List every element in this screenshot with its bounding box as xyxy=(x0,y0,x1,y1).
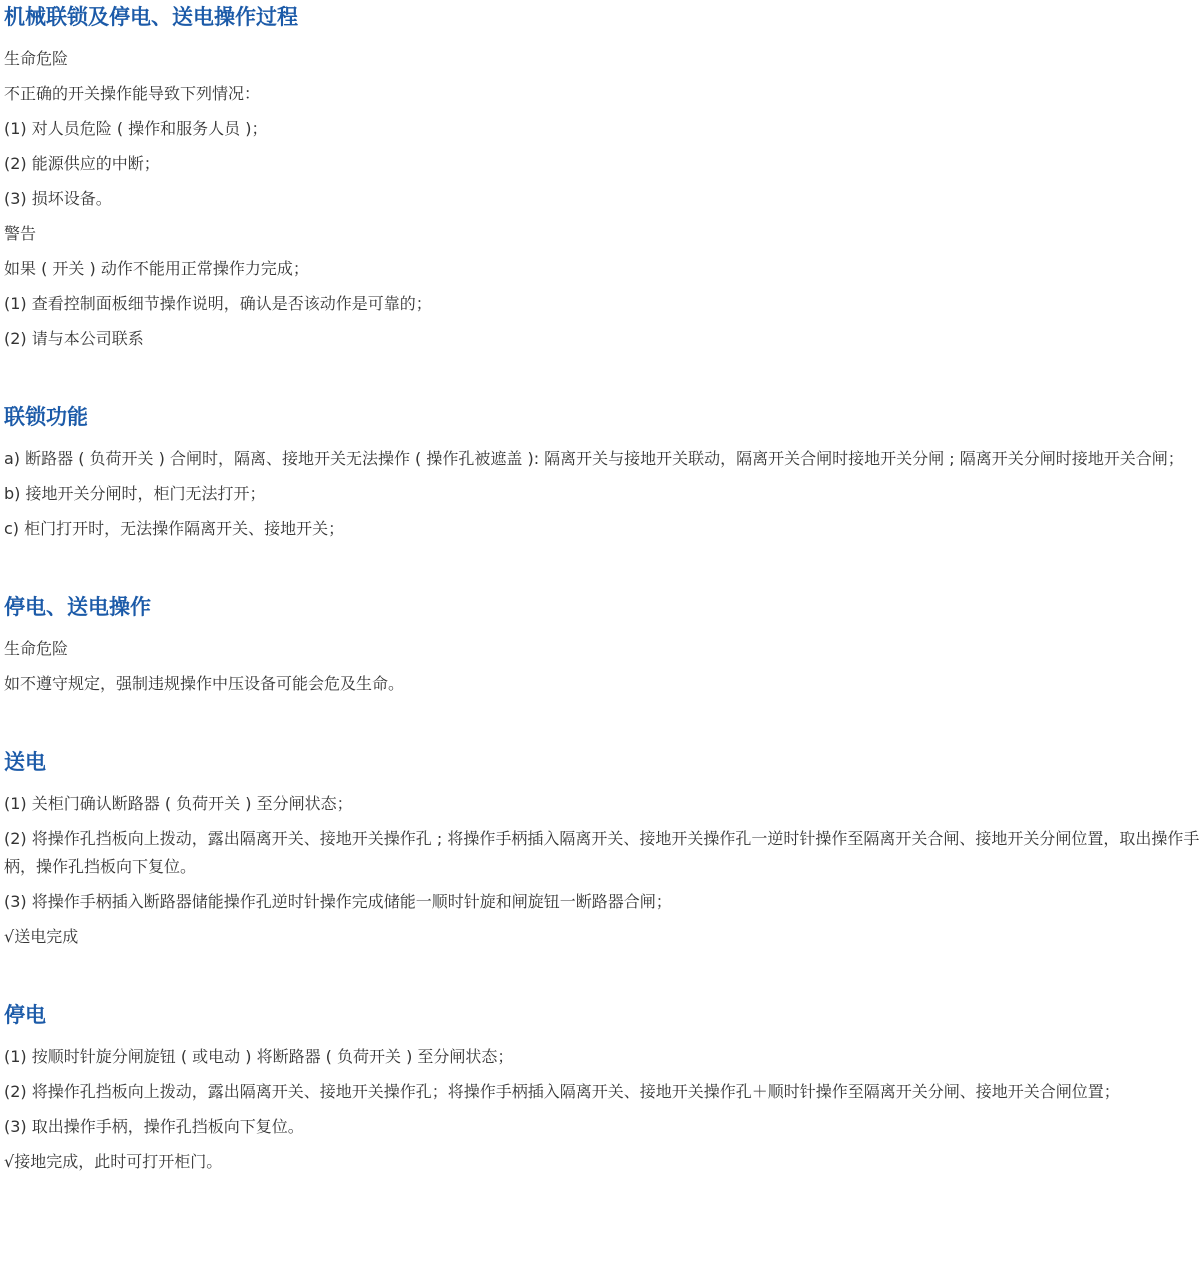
paragraph: (1) 关柜门确认断路器 ( 负荷开关 ) 至分闸状态； xyxy=(4,794,353,813)
paragraph: (3) 取出操作手柄，操作孔挡板向下复位。 xyxy=(4,1117,304,1136)
paragraph: c) 柜门打开时，无法操作隔离开关、接地开关； xyxy=(4,519,345,538)
paragraph: (2) 能源供应的中断； xyxy=(4,154,160,173)
section-heading: 停电、送电操作 xyxy=(4,595,151,619)
paragraph: (2) 将操作孔挡板向上拨动，露出隔离开关、接地开关操作孔；将操作手柄插入隔离开关、接地开关操作孔＋顺时针操作至隔离开关分闸、接地开关合闸位置； xyxy=(4,1082,1120,1101)
section-power-off xyxy=(4,1000,1200,1176)
paragraph: (2) 将操作孔挡板向上拨动，露出隔离开关、接地开关操作孔 ; 将操作手柄插入隔离开关、接地开关操作孔一逆时针操作至隔离开关合闸、接地开关分闸位置，取出操作手柄，操作孔挡板向下复位。 xyxy=(4,829,1200,876)
paragraph: √接地完成，此时可打开柜门。 xyxy=(4,1152,223,1171)
section-heading: 停电 xyxy=(4,1003,46,1027)
paragraph: 生命危险 xyxy=(4,49,69,68)
section-heading: 送电 xyxy=(4,750,46,774)
paragraph: (1) 对人员危险 ( 操作和服务人员 )； xyxy=(4,119,268,138)
paragraph: 如不遵守规定，强制违规操作中压设备可能会危及生命。 xyxy=(4,674,405,693)
paragraph: (1) 查看控制面板细节操作说明，确认是否该动作是可靠的； xyxy=(4,294,432,313)
paragraph: 不正确的开关操作能导致下列情况： xyxy=(4,84,261,103)
paragraph: (3) 损坏设备。 xyxy=(4,189,112,208)
paragraph: a) 断路器 ( 负荷开关 ) 合闸时，隔离、接地开关无法操作 ( 操作孔被遮盖 ): 隔离开关与接地开关联动，隔离开关合闸时接地开关分闸 ; 隔离开关分闸时接地开关合闸； xyxy=(4,449,1184,468)
paragraph: (3) 将操作手柄插入断路器储能操作孔逆时针操作完成储能一顺时针旋和闸旋钮一断路器合闸； xyxy=(4,892,672,911)
paragraph: (1) 按顺时针旋分闸旋钮 ( 或电动 ) 将断路器 ( 负荷开关 ) 至分闸状态； xyxy=(4,1047,514,1066)
paragraph: b) 接地开关分闸时，柜门无法打开； xyxy=(4,484,266,503)
section-heading: 机械联锁及停电、送电操作过程 xyxy=(4,5,298,29)
section-mechanical-interlock xyxy=(4,0,1200,353)
paragraph: (2) 请与本公司联系 xyxy=(4,329,144,348)
section-heading: 联锁功能 xyxy=(4,405,88,429)
section-power-operations xyxy=(4,592,1200,698)
paragraph: √送电完成 xyxy=(4,927,79,946)
paragraph: 警告 xyxy=(4,224,37,243)
paragraph: 如果 ( 开关 ) 动作不能用正常操作力完成； xyxy=(4,259,309,278)
paragraph: 生命危险 xyxy=(4,639,69,658)
section-power-on xyxy=(4,747,1200,951)
section-interlock-function xyxy=(4,402,1200,543)
